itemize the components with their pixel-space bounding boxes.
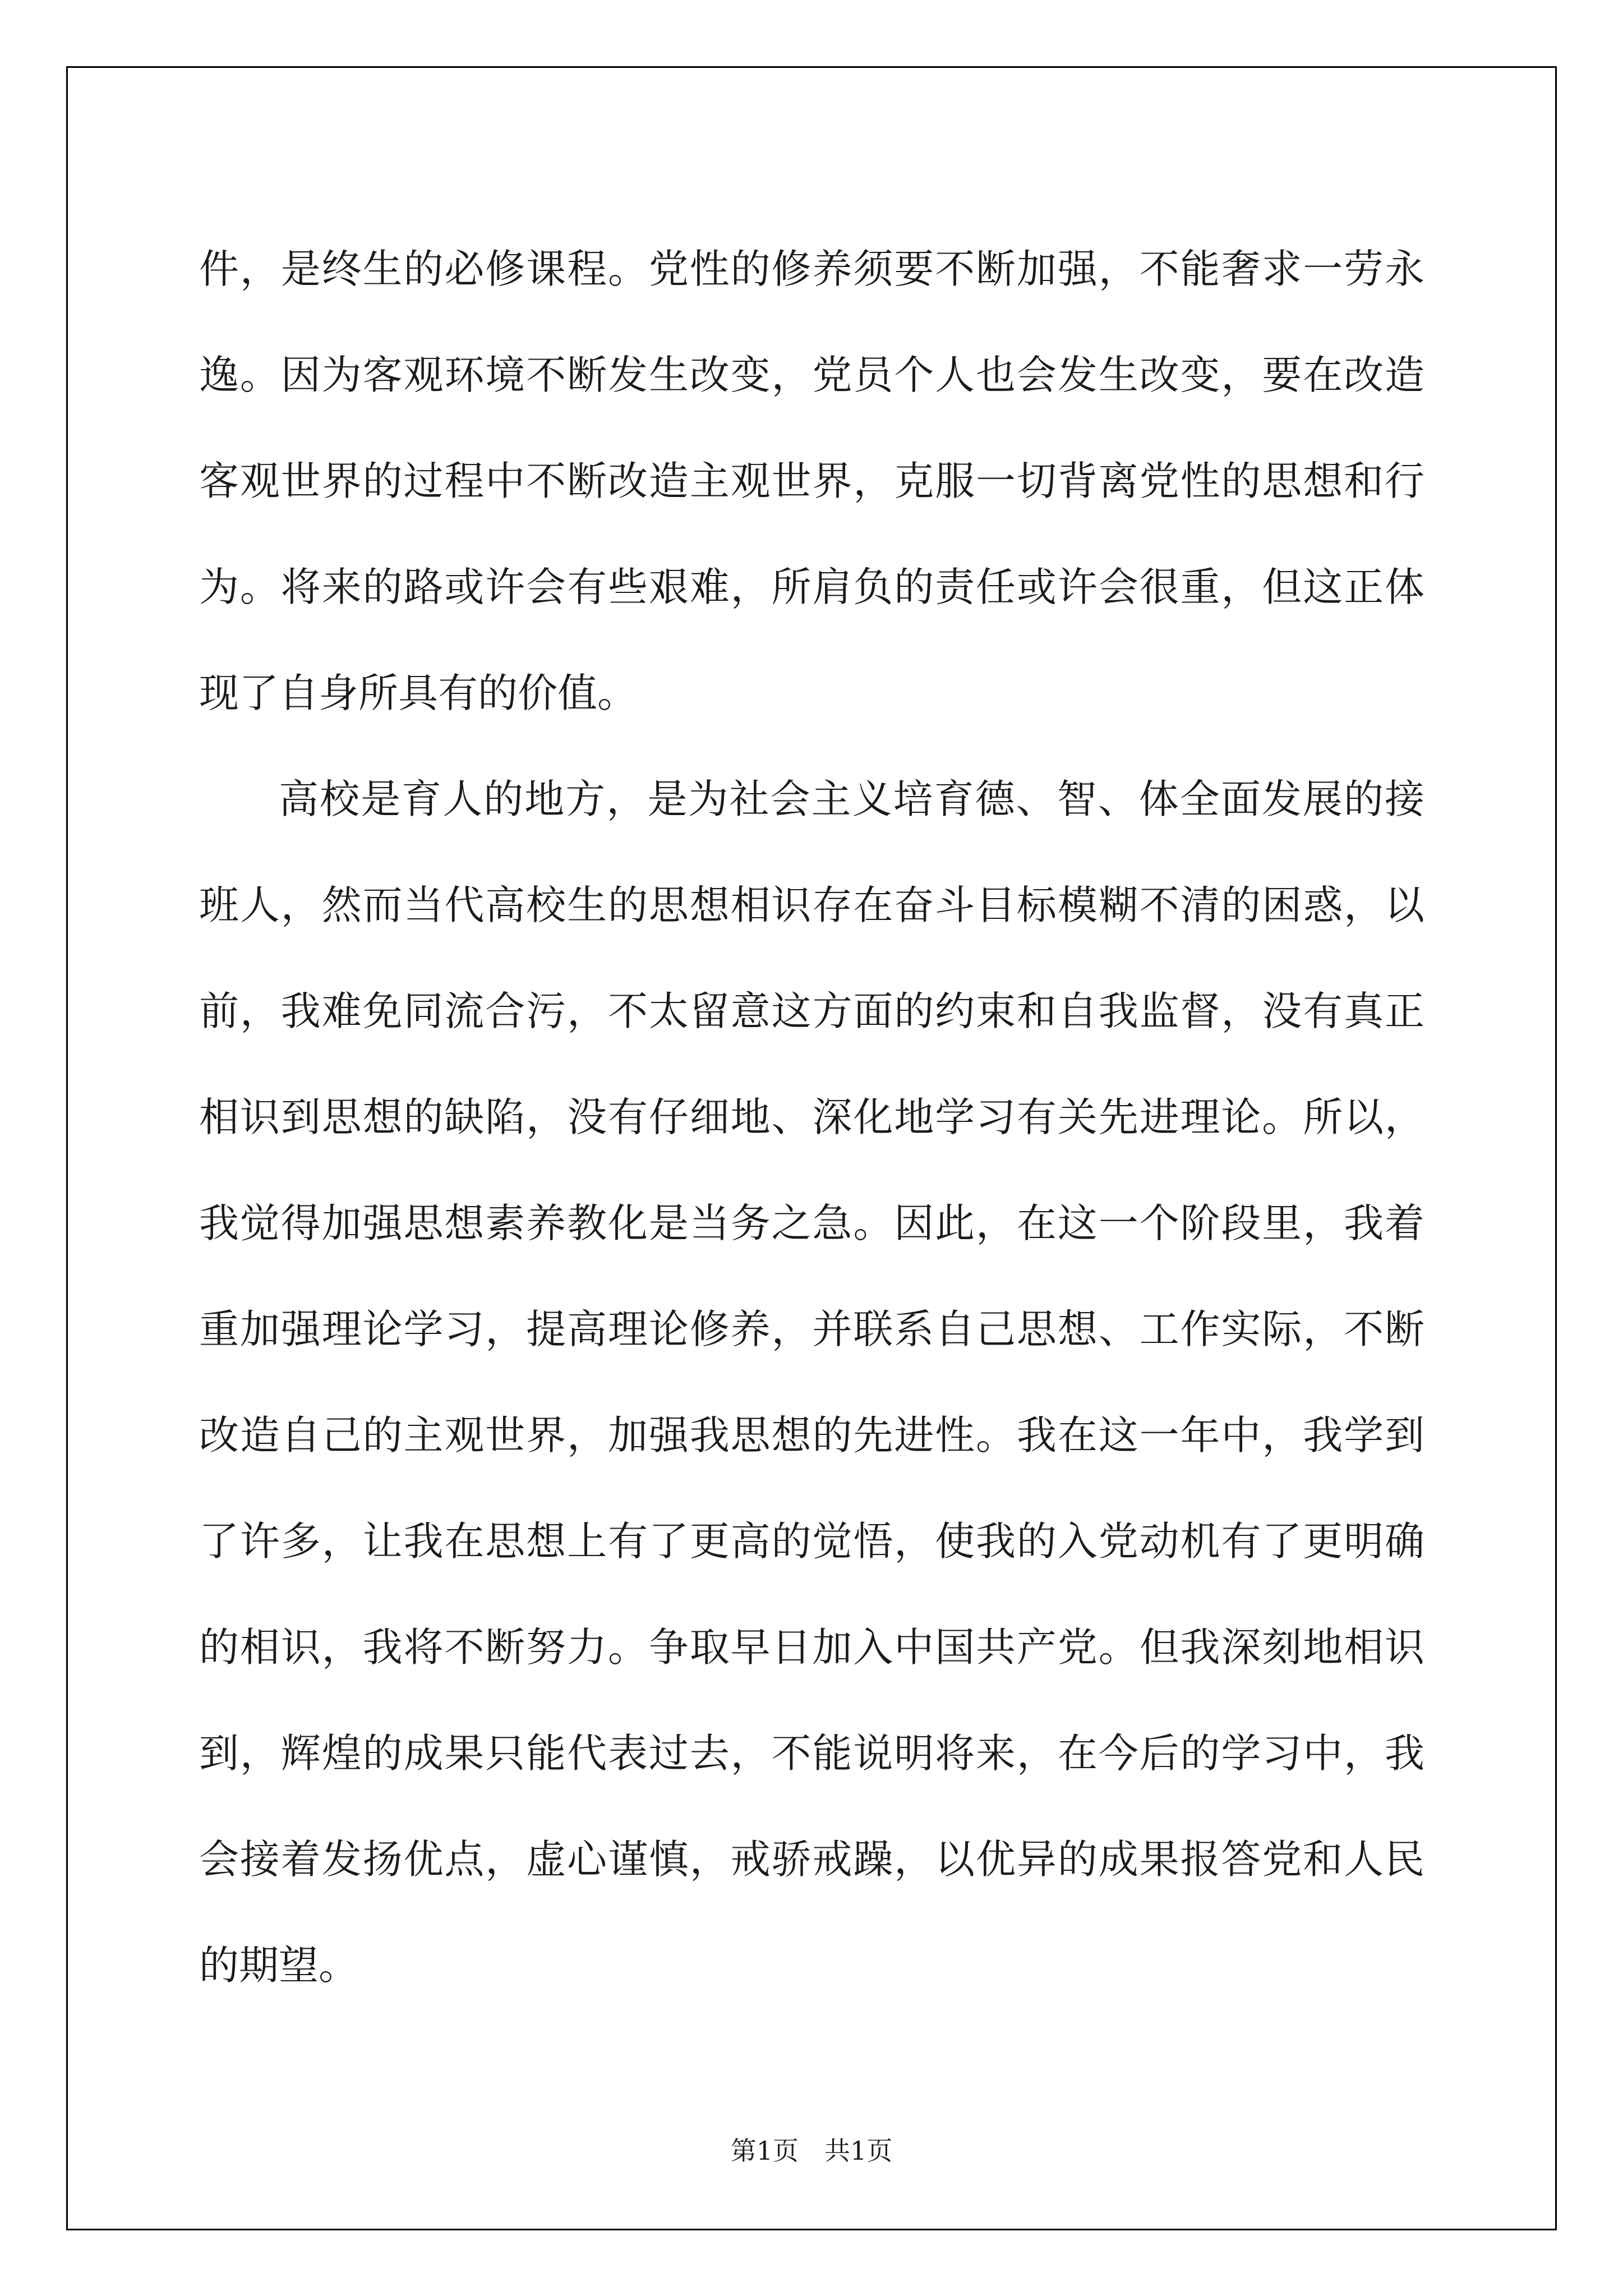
- text-line: 前，我难免同流合污，不太留意这方面的约束和自我监督，没有真正: [199, 988, 1424, 1034]
- document-body: [199, 216, 1424, 2018]
- text-line: 的期望。: [199, 1942, 359, 1989]
- text-line: 现了自身所具有的价值。: [199, 670, 638, 716]
- text-line: 为。将来的路或许会有些艰难，所肩负的责任或许会很重，但这正体: [199, 564, 1424, 610]
- page-number: 第1页: [730, 2136, 799, 2166]
- paragraph: [199, 216, 1424, 746]
- text-line: 的相识，我将不断努力。争取早日加入中国共产党。但我深刻地相识: [199, 1624, 1424, 1671]
- page-footer: [0, 2131, 1623, 2168]
- text-line: 改造自己的主观世界，加强我思想的先进性。我在这一年中，我学到: [199, 1412, 1424, 1458]
- text-line: 到，辉煌的成果只能代表过去，不能说明将来，在今后的学习中，我: [199, 1730, 1424, 1777]
- paragraph: [199, 746, 1424, 2018]
- text-line: 会接着发扬优点，虚心谨慎，戒骄戒躁，以优异的成果报答党和人民: [199, 1836, 1424, 1883]
- text-line: 班人，然而当代高校生的思想相识存在奋斗目标模糊不清的困惑，以: [199, 882, 1424, 928]
- text-line: 件，是终生的必修课程。党性的修养须要不断加强，不能奢求一劳永: [199, 246, 1424, 292]
- text-line: 重加强理论学习，提高理论修养，并联系自己思想、工作实际，不断: [199, 1306, 1424, 1352]
- text-line: 相识到思想的缺陷，没有仔细地、深化地学习有关先进理论。所以，: [199, 1094, 1424, 1140]
- text-line: 了许多，让我在思想上有了更高的觉悟，使我的入党动机有了更明确: [199, 1518, 1424, 1565]
- text-line: 逸。因为客观环境不断发生改变，党员个人也会发生改变，要在改造: [199, 352, 1424, 398]
- text-line: 客观世界的过程中不断改造主观世界，克服一切背离党性的思想和行: [199, 458, 1424, 504]
- page-total: 共1页: [824, 2136, 893, 2166]
- text-line: 高校是育人的地方，是为社会主义培育德、智、体全面发展的接: [279, 776, 1424, 822]
- text-line: 我觉得加强思想素养教化是当务之急。因此，在这一个阶段里，我着: [199, 1200, 1424, 1246]
